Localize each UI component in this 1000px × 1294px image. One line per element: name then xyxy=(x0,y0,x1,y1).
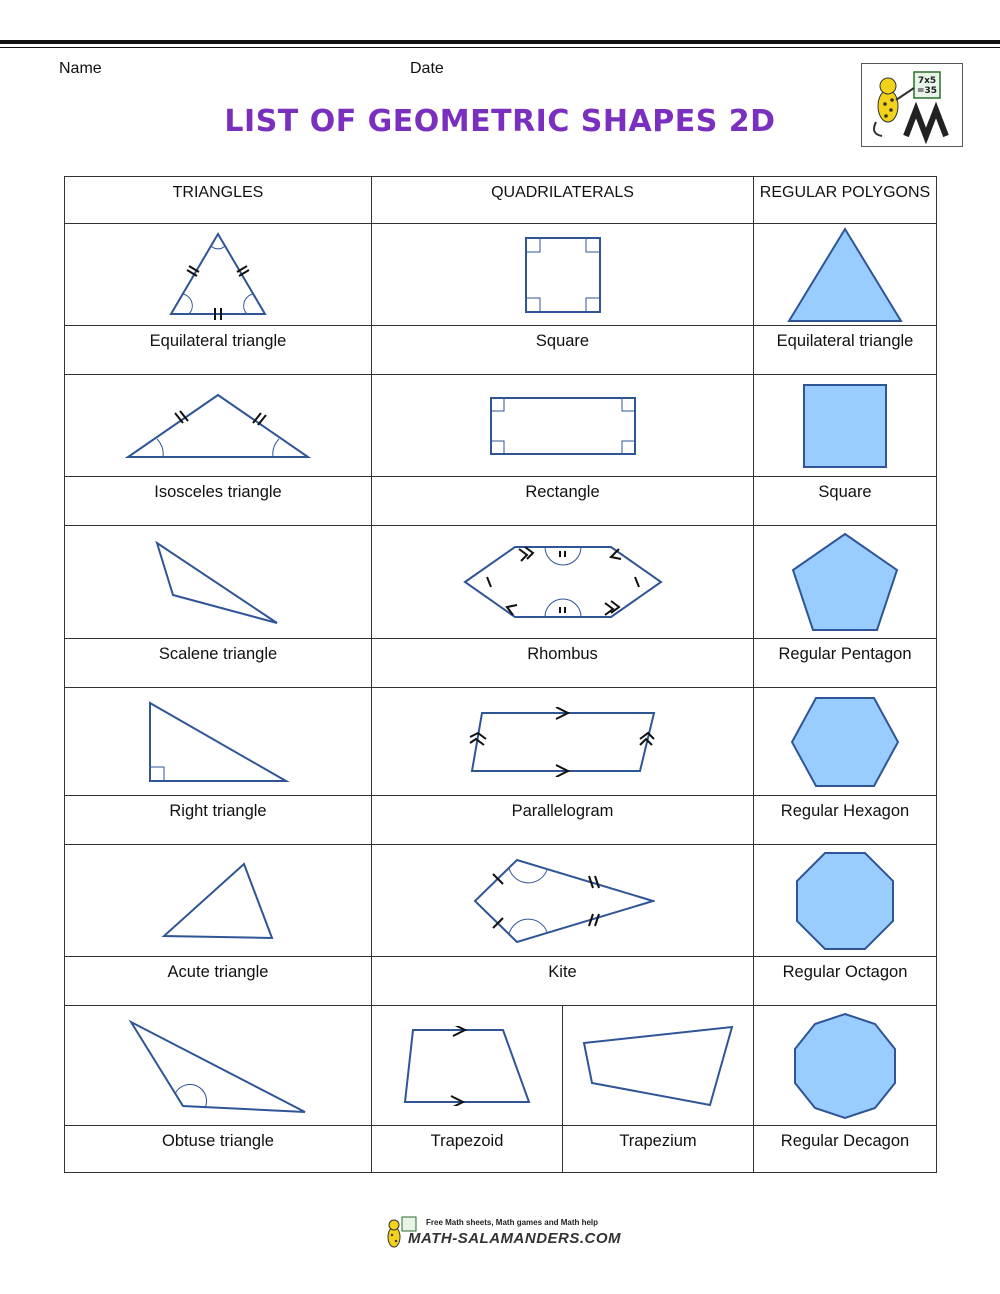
regular-equilateral-triangle-shape xyxy=(754,224,937,326)
parallelogram-shape xyxy=(372,688,754,796)
trapezoid-shape xyxy=(372,1006,563,1126)
label-regular-hexagon: Regular Hexagon xyxy=(754,796,937,845)
isosceles-triangle-shape xyxy=(65,375,372,477)
shapes-table xyxy=(64,176,937,1173)
footer-tagline: Free Math sheets, Math games and Math help xyxy=(426,1218,599,1227)
regular-octagon-shape xyxy=(754,845,937,957)
regular-hexagon-shape xyxy=(754,688,937,796)
footer-site-name: MATH-SALAMANDERS.COM xyxy=(408,1230,622,1247)
top-rule-thin xyxy=(0,47,1000,48)
label-regular-pentagon: Regular Pentagon xyxy=(754,639,937,688)
label-equilateral-triangle: Equilateral triangle xyxy=(65,326,372,375)
name-label: Name xyxy=(59,60,102,77)
label-scalene-triangle: Scalene triangle xyxy=(65,639,372,688)
label-trapezium: Trapezium xyxy=(563,1126,754,1173)
label-acute-triangle: Acute triangle xyxy=(65,957,372,1006)
label-square: Square xyxy=(372,326,754,375)
equilateral-triangle-shape xyxy=(65,224,372,326)
col-header-triangles: TRIANGLES xyxy=(65,177,372,224)
footer-branding xyxy=(382,1215,622,1257)
rhombus-shape xyxy=(372,526,754,639)
date-label: Date xyxy=(410,60,444,77)
label-regular-triangle: Equilateral triangle xyxy=(754,326,937,375)
acute-triangle-shape xyxy=(65,845,372,957)
col-header-regular-polygons: REGULAR POLYGONS xyxy=(754,177,937,224)
regular-square-shape xyxy=(754,375,937,477)
kite-shape xyxy=(372,845,754,957)
label-kite: Kite xyxy=(372,957,754,1006)
regular-pentagon-shape xyxy=(754,526,937,639)
logo-card-text-1: 7x5 xyxy=(917,76,937,86)
label-regular-octagon: Regular Octagon xyxy=(754,957,937,1006)
right-triangle-shape xyxy=(65,688,372,796)
logo-card-text-2: =35 xyxy=(916,86,938,96)
square-shape xyxy=(372,224,754,326)
label-right-triangle: Right triangle xyxy=(65,796,372,845)
label-regular-decagon: Regular Decagon xyxy=(754,1126,937,1173)
label-regular-square: Square xyxy=(754,477,937,526)
obtuse-triangle-shape xyxy=(65,1006,372,1126)
regular-decagon-shape xyxy=(754,1006,937,1126)
label-rectangle: Rectangle xyxy=(372,477,754,526)
top-rule-thick xyxy=(0,40,1000,44)
rectangle-shape xyxy=(372,375,754,477)
label-rhombus: Rhombus xyxy=(372,639,754,688)
scalene-triangle-shape xyxy=(65,526,372,639)
page-title: LIST OF GEOMETRIC SHAPES 2D xyxy=(224,104,776,139)
salamander-logo xyxy=(861,63,963,147)
label-parallelogram: Parallelogram xyxy=(372,796,754,845)
label-obtuse-triangle: Obtuse triangle xyxy=(65,1126,372,1173)
label-isosceles-triangle: Isosceles triangle xyxy=(65,477,372,526)
col-header-quadrilaterals: QUADRILATERALS xyxy=(372,177,754,224)
label-trapezoid: Trapezoid xyxy=(372,1126,563,1173)
trapezium-shape xyxy=(563,1006,754,1126)
